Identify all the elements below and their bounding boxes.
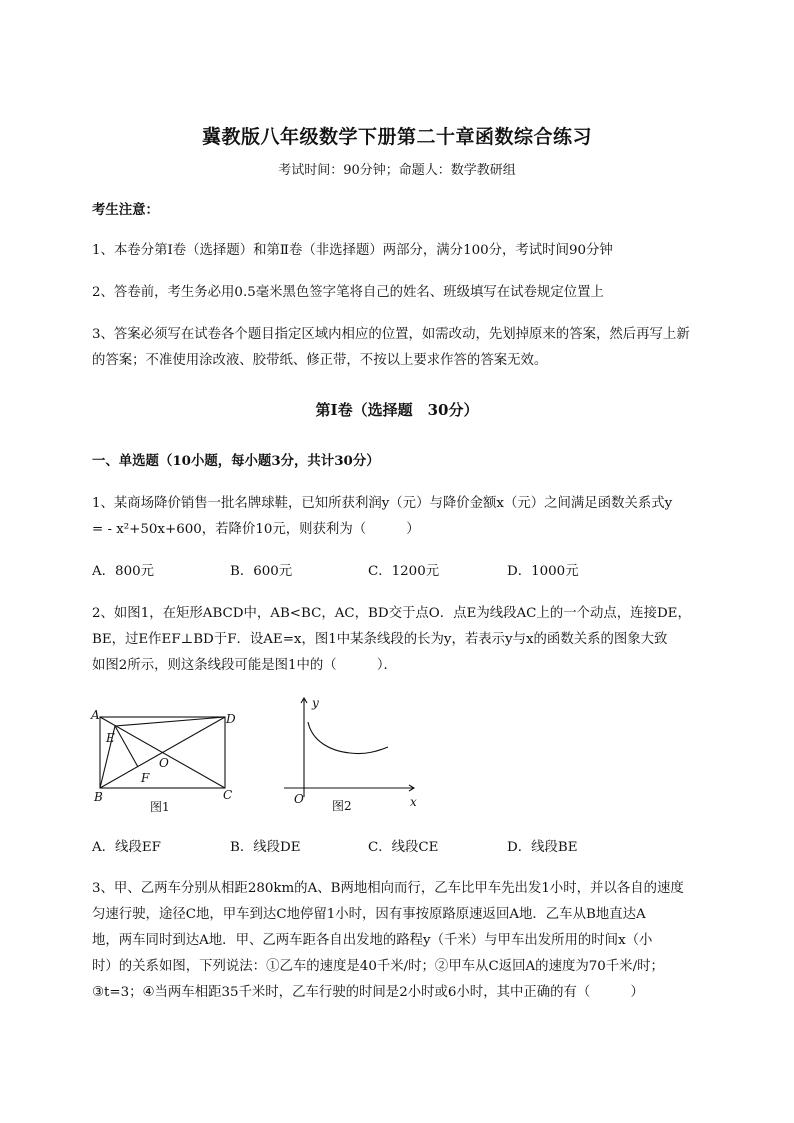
label-a: A — [91, 708, 100, 722]
label-o: O — [159, 756, 169, 770]
label-e: E — [106, 731, 115, 745]
part-title: 一、单选题（10小题，每小题3分，共计30分） — [92, 453, 380, 469]
notice-item-3-cont: 的答案；不准使用涂改液、胶带纸、修正带，不按以上要求作答的答案无效。 — [92, 353, 548, 368]
figure-2-caption: 图2 — [332, 799, 352, 813]
q3-line-2: 匀速行驶，途径C地，甲车到达C地停留1小时，因有事按原路原速返回A地．乙车从B地直达A — [92, 907, 646, 922]
page-title: 冀教版八年级数学下册第二十章函数综合练习 — [201, 126, 592, 148]
notice-item-2: 2、答卷前，考生务必用0.5毫米黑色签字笔将自己的姓名、班级填写在试卷规定位置上 — [92, 285, 604, 300]
q3-line-5: ③t=3；④当两车相距35千米时，乙车行驶的时间是2小时或6小时，其中正确的有（ ） — [92, 985, 644, 1000]
label-b: B — [94, 790, 103, 804]
q1-option-d[interactable]: D．1000元 — [507, 564, 579, 579]
q3-line-4: 时）的关系如图，下列说法：①乙车的速度是40千米/时；②甲车从C返回A的速度为70千米/时； — [92, 959, 664, 974]
q3-line-1: 3、甲、乙两车分别从相距280km的A、B两地相向而行，乙车比甲车先出发1小时，并以各自的速度 — [92, 881, 684, 896]
q1-option-a[interactable]: A．800元 — [92, 564, 155, 579]
figure-1-rectangle — [88, 705, 248, 817]
q3-line-3: 地，两车同时到达A地．甲、乙两车距各自出发地的路程y（千米）与甲车出发所用的时间x（小 — [92, 933, 653, 948]
notice-item-3: 3、答案必须写在试卷各个题目指定区域内相应的位置，如需改动，先划掉原来的答案，然后再写上新 — [92, 327, 690, 342]
axis-label-y: y — [312, 696, 319, 710]
q2-option-c[interactable]: C．线段CE — [368, 840, 439, 855]
q1-option-c[interactable]: C．1200元 — [368, 564, 440, 579]
q2-line-3: 如图2所示，则这条线段可能是图1中的（ ）． — [92, 658, 397, 673]
axis-label-x: x — [410, 795, 417, 809]
q2-line-1: 2、如图1，在矩形ABCD中，AB<BC，AC，BD交于点O．点E为线段AC上的一个动点，连接DE， — [92, 606, 691, 621]
q2-option-b[interactable]: B．线段DE — [230, 840, 301, 855]
q2-line-2: BE，过E作EF⊥BD于F．设AE=x，图1中某条线段的长为y，若表示y与x的函数关系的图象大致 — [92, 632, 668, 647]
figure-2-graph — [278, 693, 423, 813]
label-f: F — [141, 771, 150, 785]
curve — [308, 722, 388, 754]
label-d: D — [226, 712, 236, 726]
q2-option-a[interactable]: A．线段EF — [92, 840, 161, 855]
q1-line-1: 1、某商场降价销售一批名牌球鞋，已知所获利润y（元）与降价金额x（元）之间满足函数关系式y — [92, 496, 673, 511]
section-title: 第I卷（选择题 30分） — [315, 401, 479, 419]
segment-de — [115, 717, 225, 726]
q1-line-2: = - x²+50x+600，若降价10元，则获利为（ ） — [92, 522, 420, 537]
page-subtitle: 考试时间：90分钟；命题人：数学教研组 — [278, 163, 516, 178]
label-c: C — [223, 788, 233, 802]
notice-heading: 考生注意： — [92, 202, 159, 218]
q2-option-d[interactable]: D．线段BE — [507, 840, 578, 855]
figure-1-caption: 图1 — [150, 800, 170, 814]
q1-option-b[interactable]: B．600元 — [230, 564, 293, 579]
notice-item-1: 1、本卷分第I卷（选择题）和第Ⅱ卷（非选择题）两部分，满分100分，考试时间90分钟 — [92, 243, 613, 258]
axis-label-origin: O — [294, 792, 304, 806]
